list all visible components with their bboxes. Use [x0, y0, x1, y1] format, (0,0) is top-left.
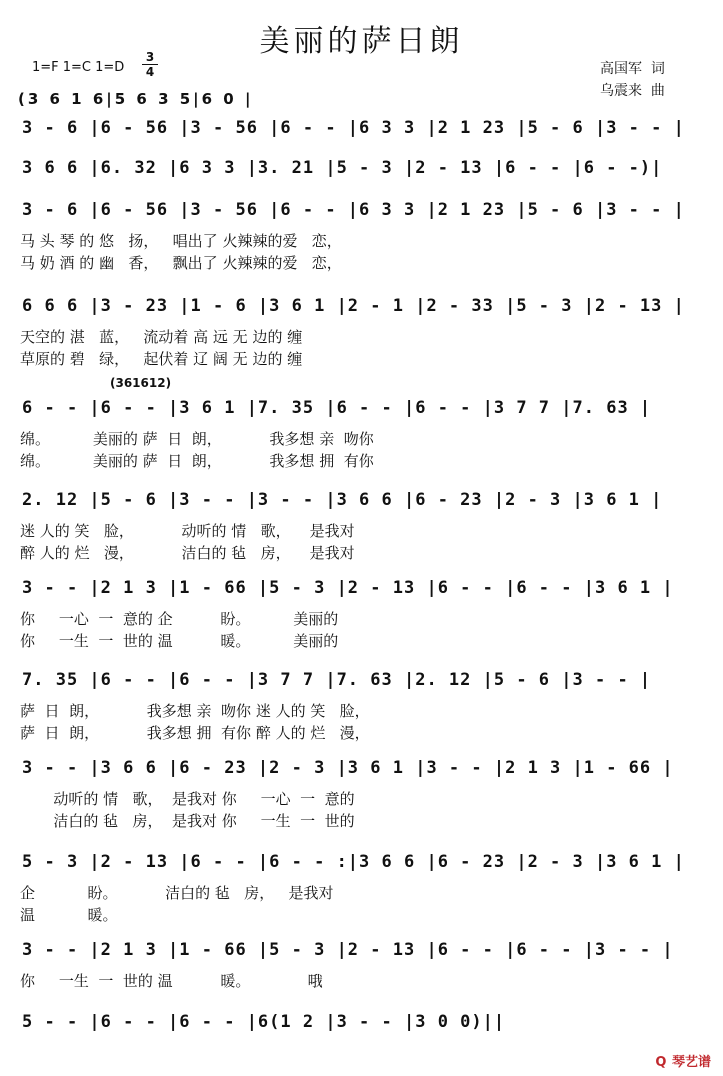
lyric-line: 动听的 情 歌， 是我对 你 一心 一 意的 [20, 790, 355, 808]
lyric-line: 天空的 湛 蓝， 流动着 高 远 无 边的 缠 [20, 328, 303, 346]
meter-bottom: 4 [145, 65, 155, 79]
meter-top: 3 [145, 50, 155, 64]
notation-row: 3 - 6 |6 - 56 |3 - 56 |6 - - |6 3 3 |2 1 23 |5 - 6 |3 - - | [22, 200, 685, 220]
watermark-brand: 琴艺谱 [671, 1055, 711, 1070]
prelude: (3 6 1 6|5 6 3 5|6 0 | [18, 90, 254, 108]
page-title: 美丽的萨日朗 [259, 24, 464, 59]
notation-row: 3 - - |3 6 6 |6 - 23 |2 - 3 |3 6 1 |3 - - |2 1 3 |1 - 66 | [22, 758, 674, 778]
notation-row: 5 - 3 |2 - 13 |6 - - |6 - - :|3 6 6 |6 - 23 |2 - 3 |3 6 1 | [22, 852, 685, 872]
credits [600, 58, 665, 102]
lyric-line: 企 盼。 洁白的 毡 房， 是我对 [20, 884, 334, 902]
lyric-line: 马 奶 酒 的 幽 香， 飘出了 火辣辣的爱 恋， [20, 254, 342, 272]
time-signature [142, 50, 158, 79]
lyric-line: 萨 日 朗， 我多想 亲 吻你 迷 人的 笑 脸， [20, 702, 370, 720]
lyric-line: 你 一心 一 意的 企 盼。 美丽的 [20, 610, 339, 628]
notation-row: 2. 12 |5 - 6 |3 - - |3 - - |3 6 6 |6 - 23 |2 - 3 |3 6 1 | [22, 490, 663, 510]
lyric-line: 洁白的 毡 房， 是我对 你 一生 一 世的 [20, 812, 355, 830]
lyric-line: 醉 人的 烂 漫， 洁白的 毡 房， 是我对 [20, 544, 355, 562]
notation-row: 6 - - |6 - - |3 6 1 |7. 35 |6 - - |6 - - |3 7 7 |7. 63 | [22, 398, 652, 418]
lyric-line: 绵。 美丽的 萨 日 朗， 我多想 亲 吻你 [20, 430, 374, 448]
lyricist-credit: 高国军 词 [600, 61, 665, 77]
lyric-line: 马 头 琴 的 悠 扬， 唱出了 火辣辣的爱 恋， [20, 232, 342, 250]
lyric-line: 绵。 美丽的 萨 日 朗， 我多想 拥 有你 [20, 452, 374, 470]
lyric-line: 温 暖。 [20, 906, 118, 924]
notation-row: 3 6 6 |6. 32 |6 3 3 |3. 21 |5 - 3 |2 - 13 |6 - - |6 - -)| [22, 158, 663, 178]
key-signature: 1=F 1=C 1=D [32, 60, 125, 75]
notation-row: 7. 35 |6 - - |6 - - |3 7 7 |7. 63 |2. 12 |5 - 6 |3 - - | [22, 670, 652, 690]
notation-row: 6 6 6 |3 - 23 |1 - 6 |3 6 1 |2 - 1 |2 - 33 |5 - 3 |2 - 13 | [22, 296, 685, 316]
notation-row: 5 - - |6 - - |6 - - |6(1 2 |3 - - |3 0 0)|| [22, 1012, 506, 1032]
lyric-line: 你 一生 一 世的 温 暖。 哦 [20, 972, 323, 990]
lyric-line: 萨 日 朗， 我多想 拥 有你 醉 人的 烂 漫， [20, 724, 370, 742]
notation-row: 3 - - |2 1 3 |1 - 66 |5 - 3 |2 - 13 |6 - - |6 - - |3 - - | [22, 940, 674, 960]
lyric-line: 迷 人的 笑 脸， 动听的 情 歌， 是我对 [20, 522, 355, 540]
ornament-annotation: (361612) [110, 376, 172, 390]
lyric-line: 你 一生 一 世的 温 暖。 美丽的 [20, 632, 339, 650]
notation-row: 3 - - |2 1 3 |1 - 66 |5 - 3 |2 - 13 |6 - - |6 - - |3 6 1 | [22, 578, 674, 598]
notation-row: 3 - 6 |6 - 56 |3 - 56 |6 - - |6 3 3 |2 1 23 |5 - 6 |3 - - | [22, 118, 685, 138]
lyric-line: 草原的 碧 绿， 起伏着 辽 阔 无 边的 缠 [20, 350, 303, 368]
watermark [655, 1051, 711, 1070]
watermark-logo-icon: Q [655, 1055, 667, 1070]
composer-credit: 乌震来 曲 [600, 83, 665, 99]
